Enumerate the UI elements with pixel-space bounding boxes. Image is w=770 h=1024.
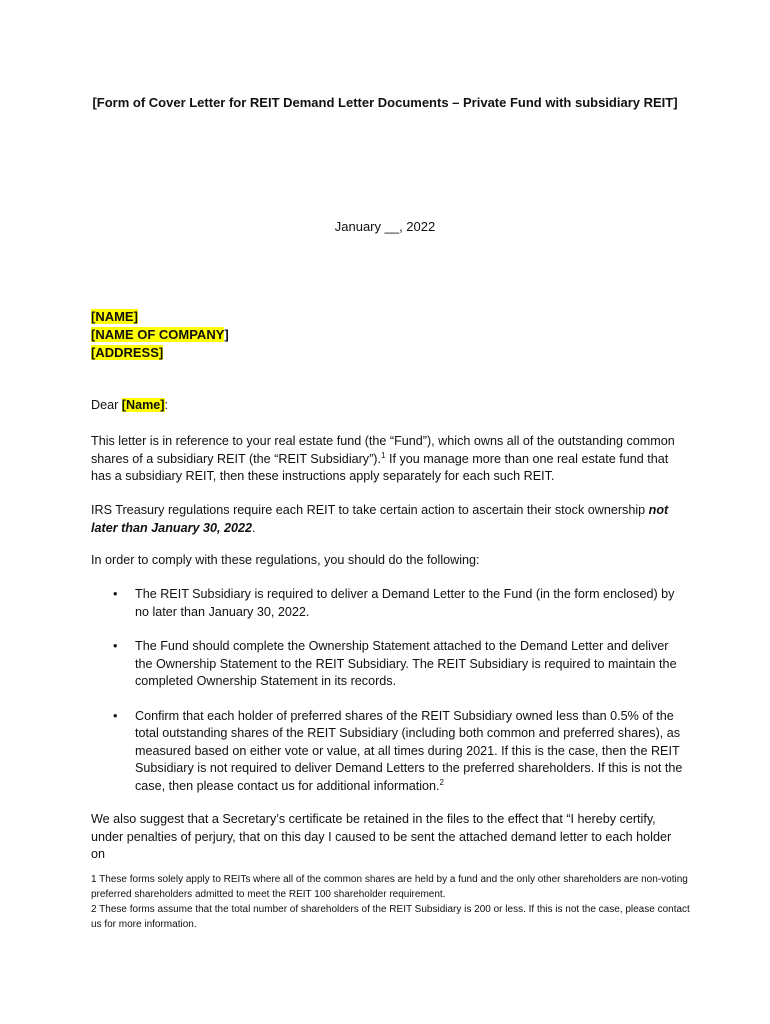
list-item: • The REIT Subsidiary is required to deliver a Demand Letter to the Fund (in the form enclosed) by no later than January 30, 2022.	[113, 587, 675, 619]
list-item: • The Fund should complete the Ownership Statement attached to the Demand Letter and deliver the Ownership Statement to the REIT Subsidiary. The REIT Subsidiary is required to maintain the completed Ownership Statement in its records.	[113, 639, 677, 688]
footnote-1: 1 These forms solely apply to REITs where all of the common shares are held by a fund and the only other shareholders are non-voting preferred shareholders admitted to meet the REIT 100 shareholder requirement.	[91, 874, 688, 900]
footnote-ref-1: 1	[381, 450, 386, 460]
paragraph-intro: This letter is in reference to your real estate fund (the “Fund”), which owns all of the outstanding common shares of a subsidiary REIT (the “REIT Subsidiary”).$^1$ If you manage more than one real estate fund that has a subsidiary REIT, then these instructions apply separately for each such REIT.	[91, 434, 675, 483]
footnotes	[91, 872, 691, 932]
bullet-icon: •	[113, 639, 118, 653]
list-item: • Confirm that each holder of preferred shares of the REIT Subsidiary owned less than 0.5% of the total outstanding shares of the REIT Subsidiary (including both common and preferred shares), as measured based on either vote or value, at all times during 2021. If this is the case, then the REIT Subsidiary is not required to deliver Demand Letters to the preferred shareholders. If this is not the case, then please contact us for additional information.$^2$	[113, 708, 683, 793]
bullet-icon: •	[113, 587, 118, 601]
salutation-name: [Name]	[121, 398, 165, 412]
footnote-ref-2: 2	[439, 777, 444, 787]
paragraph-certificate: We also suggest that a Secretary’s certificate be retained in the files to the effect that “I hereby certify, under penalties of perjury, that on this day I caused to be sent the attached demand letter to each holder on	[91, 812, 672, 861]
paragraph-instructions: In order to comply with these regulations, you should do the following:	[91, 553, 480, 567]
paragraph-regulations: IRS Treasury regulations require each REIT to take certain action to ascertain their stock ownership not later than January 30, 2022.	[91, 503, 669, 535]
instruction-list	[91, 586, 683, 812]
document-title: [Form of Cover Letter for REIT Demand Letter Documents – Private Fund with subsidiary REIT]	[92, 95, 678, 110]
recipient-address-block	[91, 308, 229, 362]
recipient-name: [NAME]	[91, 309, 138, 324]
recipient-company: [NAME OF COMPANY]	[91, 327, 229, 342]
bullet-icon: •	[113, 708, 118, 723]
footnote-2: 2 These forms assume that the total number of shareholders of the REIT Subsidiary is 200 or less. If this is not the case, please contact us for more information.	[91, 904, 690, 930]
letter-date: January __, 2022	[334, 219, 436, 234]
salutation: Dear [Name]:	[91, 398, 168, 412]
deadline-emphasis: not later than January 30, 2022	[91, 503, 669, 535]
recipient-address: [ADDRESS]	[91, 345, 164, 360]
